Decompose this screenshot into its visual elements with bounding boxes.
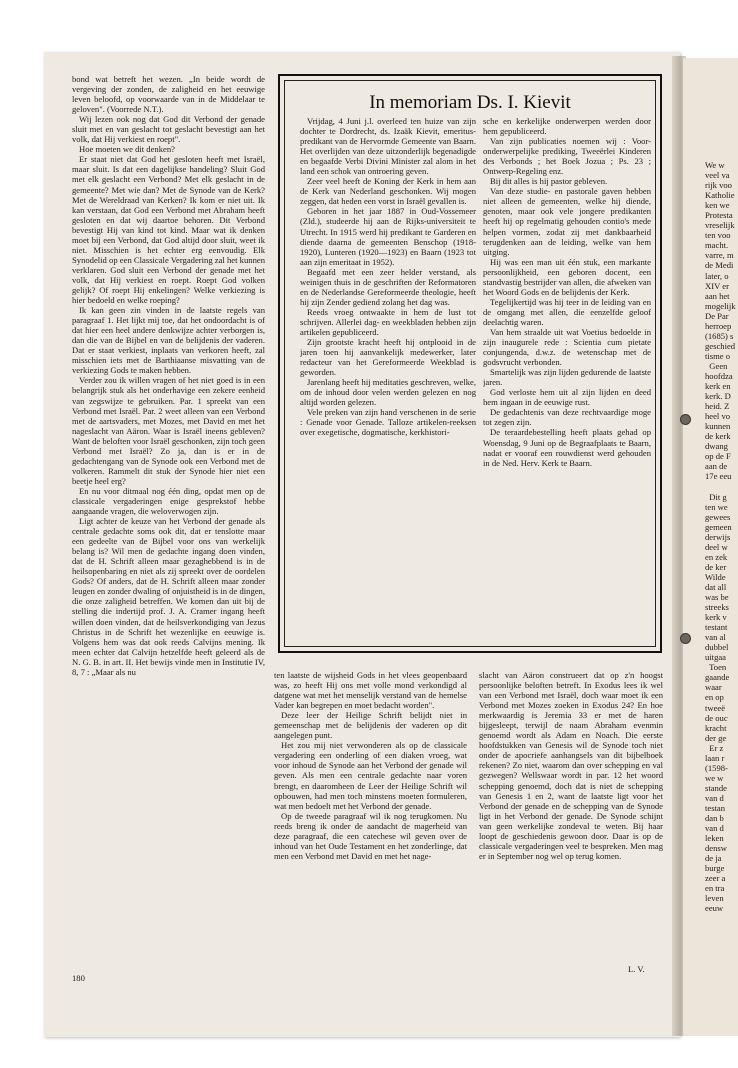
page-number: 180 (72, 973, 85, 983)
binding-hole (680, 633, 691, 644)
paragraph: Bij dit alles is hij pastor gebleven. (490, 176, 608, 187)
right-article-column (479, 670, 663, 985)
paragraph: Zijn grootste kracht heeft hij ontplooid in de jaren toen hij aanvankelijk medewerker, later redacteur van het Gereformeerde Weekblad is geworden. (300, 337, 476, 378)
paragraph: Ik kan geen zin vinden in de laatste regels van paragraaf 1. Het lijkt mij toe, dat het ondoordacht is of dat hier een heel andere denkwijze achter verborgen is, dan die van de Bijbel en van de belijdenis der vaderen. Dat er staat verkiest, inplaats van verkoren heeft, zal misschien iets met de Barthiaanse misvatting van de verkiezing Gods te maken hebben. (72, 305, 265, 376)
middle-article-column (274, 670, 467, 980)
paragraph: Van deze studie- en pastorale gaven hebben niet alleen de gemeenten, welke hij diende, genoten, maar ook vele jongere predikanten heeft hij op regelmatig gehouden contio's mede helpen vormen, zodat zij met dankbaarheid terugdenken aan de leiding, welke van hem uitging. (483, 186, 651, 257)
paragraph: De gedachtenis van deze rechtvaardige moge tot zegen zijn. (483, 407, 651, 428)
adjacent-page-column: We w veel va rijk voo Katholie ken we Protesta vreselijk ten voo macht. varre, m de Medi later, o XIV er aan het mogelijk De Par herroep (1685) s geschied tisme o Geen hoofdza kerk en kerk. D heid. Z heel vo kunnen de kerk dwang op de F aan de 17e eeu Dit g ten we gewees gemeen derwijs deel w en zek de ker Wilde dat all was be streeks kerk v testant van al dubbel uitgaa Toen gaande waar en op tweeë de ouc kracht der ge Er z laan r (1598- we w stande van d testan dan b van d leken densw de ja burge zeer a en tra leven eeuw (705, 160, 736, 914)
paragraph: Tegelijkertijd was hij teer in de leiding van en de omgang met allen, die eenzelfde geloof deelachtig waren. (483, 296, 651, 327)
paragraph: Hij was een man uit één stuk, een markante persoonlijkheid, een geboren docent, een standvastig bestrijder van allen, die afweken van het Woord Gods en de belijdenis der Kerk. (483, 256, 651, 297)
paragraph: sche en kerkelijke onderwerpen werden door hem gepubliceerd. (483, 116, 651, 137)
paragraph: Smartelijk was zijn lijden gedurende de laatste jaren. (483, 367, 651, 388)
paragraph: Wij lezen ook nog dat God dit Verbond der genade sluit met en van geslacht tot geslacht bevestigt aan het volk, dat Hij verkiest en roept". (72, 114, 265, 145)
paragraph: Hoe moeten we dit denken? (79, 144, 175, 155)
paragraph: Er staat niet dat God het gesloten heeft met Israël, maar sluit. Is dat een dagelijkse handeling? Sluit God met elk geslacht een Verbond? Met elk geslacht in de gemeente? Met wie dan? Met de Synode van de Kerk? Met de Wereldraad van Kerken? Ik kom er niet uit. Ik kan verstaan, dat God een Verbond met Abraham heeft gesloten en dat wij daartoe behoren. Dit Verbond bevestigt Hij van kind tot kind. Maar wat ik denken moet bij een Verbond, dat God altijd door sluit, weet ik niet. Misschien is het echter erg eenvoudig. Elk Synodelid op een Classicale Vergadering zal het kunnen verklaren. God sluit een Verbond der genade met het volk, dat Hij verkiest en roept. Roept God volken gelijk? Of roept Hij enkelingen? Welke verkiezing is hier bedoeld en welke roeping? (72, 154, 265, 306)
paragraph: Op de tweede paragraaf wil ik nog terugkomen. Nu reeds breng ik onder de aandacht de magerheid van deze paragraaf, die een catechese wil geven over de inhoud van het Oude Testament en het zonderlinge, dat men een Verbond met David en met het nage- (274, 810, 467, 861)
paragraph: Vele preken van zijn hand verschenen in de serie : Genade voor Genade. Talloze artikelen-reeksen over exegetische, dogmatische, kerkhistori- (300, 407, 476, 438)
paragraph: Van hem straalde uit wat Voetius bedoelde in zijn inaugurele rede : Scientia cum pietate conjungenda, d.w.z. de wetenschap met de godsvrucht verbonden. (483, 326, 651, 368)
paragraph: Van zijn publicaties noemen wij : Voor-onderwerpelijke prediking, Tweeërlei Kinderen des Verbonds ; het Boek Jozua ; Ps. 23 ; Ontwerp-Regeling enz. (483, 136, 651, 177)
paragraph: Ligt achter de keuze van het Verbond der genade als centrale gedachte soms ook dit, dat er tenslotte maar een gedeelte van de Bijbel voor ons van werkelijk belang is? Wil men de gedachte ingang doen vinden, dat de H. Schrift alleen maar gezaghebbend is in de heilsopenbaring en niet als zij spreekt over de oordelen Gods? Of anders, dat de H. Schrift alleen maar zonder leugen en zonder dwaling of onjuistheid is in de dingen, die onze zaligheid betreffen. We komen dan uit bij de stelling die indertijd prof. J. A. Cramer ingang heeft willen doen vinden, dat de heilsverkondiging van Jezus Christus in de Schrift het wezenlijke en eeuwige is. Volgens hem was dat ook reeds Calvijns mening. Ik meen echter dat Calvijn hetzelfde heeft geleerd als de N. G. B. in art. II. Het bewijs vinde men in Institutie IV, 8, 7 : „Maar als nu (72, 516, 265, 677)
paragraph: Zeer veel heeft de Koning der Kerk in hem aan de Kerk van Nederland geschonken. Wij mogen zeggen, dat heden een vorst in Israël gevallen is. (300, 176, 476, 207)
paragraph: Reeds vroeg ontwaakte in hem de lust tot schrijven. Allerlei dag- en weekbladen hebben zijn artikelen gepubliceerd. (300, 306, 476, 337)
binding-hole (680, 414, 691, 425)
memoriam-title: In memoriam Ds. I. Kievit (369, 92, 571, 113)
paragraph: bond wat betreft het wezen. „In beide wordt de vergeving der zonden, de zaligheid en het eeuwige leven beloofd, op voorwaarde van in de Middelaar te geloven". (Voorrede N.T.). (72, 74, 265, 115)
paragraph: De teraardebestelling heeft plaats gehad op Woensdag, 9 Juni op de Begraafplaats te Baarn, nadat er vooraf een rouwdienst werd gehouden in de Ned. Herv. Kerk te Baarn. (483, 427, 651, 468)
paragraph: Het zou mij niet verwonderen als op de classicale vergadering een onderling of een diaken vroeg, wat voor inhoud de Synode aan het Verbond der genade wil geven. Als men een centrale gedachte naar voren brengt, en daaromheen de Leer der Heilige Schrift wil opbouwen, had men toch minstens moeten formuleren, wat men bedoelt met het Verbond der genade. (274, 740, 467, 811)
memoriam-column-1 (300, 116, 476, 644)
author-initials: L. V. (628, 964, 645, 974)
paragraph: En nu voor ditmaal nog één ding, opdat men op de classicale vergaderingen enige gesprekstof hebbe aangaande vragen, die weloverwogen zijn. (72, 485, 265, 517)
paragraph: God verloste hem uit al zijn lijden en deed hem ingaan in de eeuwige rust. (483, 387, 651, 408)
left-article-column (72, 74, 265, 946)
memoriam-column-2 (483, 116, 651, 644)
paragraph: Deze leer der Heilige Schrift belijdt niet in gemeenschap met de belijdenis der vaderen op dit aangelegen punt. (274, 710, 467, 741)
paragraph: Begaafd met een zeer helder verstand, als weinigen thuis in de geschriften der Reformatoren en de Nederlandse Gereformeerde theologie, heeft hij zijn Zender gediend zolang het dag was. (300, 266, 476, 307)
paragraph: Jarenlang heeft hij meditaties geschreven, welke, om de inhoud door velen werden gelezen en nog altijd worden gelezen. (300, 377, 476, 408)
paragraph: Geboren in het jaar 1887 in Oud-Vossemeer (Zld.), studeerde hij aan de Rijks-universiteit te Utrecht. In 1915 werd hij predikant te Garderen en diende daarna de gemeenten Benschop (1918-1920), Lunteren (1920—1923) en Baarn (1923 tot aan zijn emeritaat in 1952). (300, 206, 476, 267)
paragraph: slacht van Aäron construeert dat op z'n hoogst persoonlijke beloften betreft. In Exodus lees ik wel van een Verbond met Israël, doch waar moet ik een Verbond met Mozes zoeken in Exodus 24? En hoe merkwaardig is Jeremia 33 er met de haren bijgesleept, terwijl de naam Abraham evenmin genoemd wordt als Adam en Noach. Die eerste hoofdstukken van Genesis wil de Synode toch niet onder de apocriefe aanhangsels van dit bijbelboek rekenen? Zo niet, waarom dan over schepping en val gezwegen? Wellswaar wordt in par. 12 het woord schepping genoemd, doch dat is niet de schepping van Genesis 1 en 2, want de laatste ligt voor het Verbond der genade en de schepping van de Synode ligt in het Verbond der genade. De Synode schijnt van geen werkelijke zondeval te weten. Bij haar loopt de geschiedenis gewoon door. Daar is op de classicale vergaderingen veel te bespreken. Men mag er in September nog wel op terug komen. (479, 670, 663, 861)
paragraph: ten laatste de wijsheid Gods in het vlees geopenbaard was, zo heeft Hij ons met volle mond verkondigd al datgene wat met het menselijk verstand van de hemelse Vader kan begrepen en moet bedacht worden". (274, 670, 467, 711)
paragraph: Verder zou ik willen vragen of het niet goed is in een belangrijk stuk als het onderhavige een zekere eenheid van zegswijze te gebruiken. Par. 1 spreekt van een Verbond met Israël. Par. 2 weet alleen van een Verbond met de aartsvaders, met Mozes, met David en met het nageslacht van Aäron. Waar is Israël ineens gebleven? Want de beloften voor Israël geschonken, zijn toch geen Verbond met Israël? Zo ja, dan is er in de gedachtengang van de Synode ook een Verbond met de volkeren. Rammelt dit stuk der Synode hier niet een beetje heel erg? (72, 375, 265, 486)
paragraph: Vrijdag, 4 Juni j.l. overleed ten huize van zijn dochter te Dordrecht, ds. Izaäk Kievit, emeritus-predikant van de Hervormde Gemeente van Baarn. Het overlijden van deze uitzonderlijk begenadigde en begaafde Verbi Divini Minister zal alom in het land een schok van ontroering geven. (300, 116, 476, 177)
